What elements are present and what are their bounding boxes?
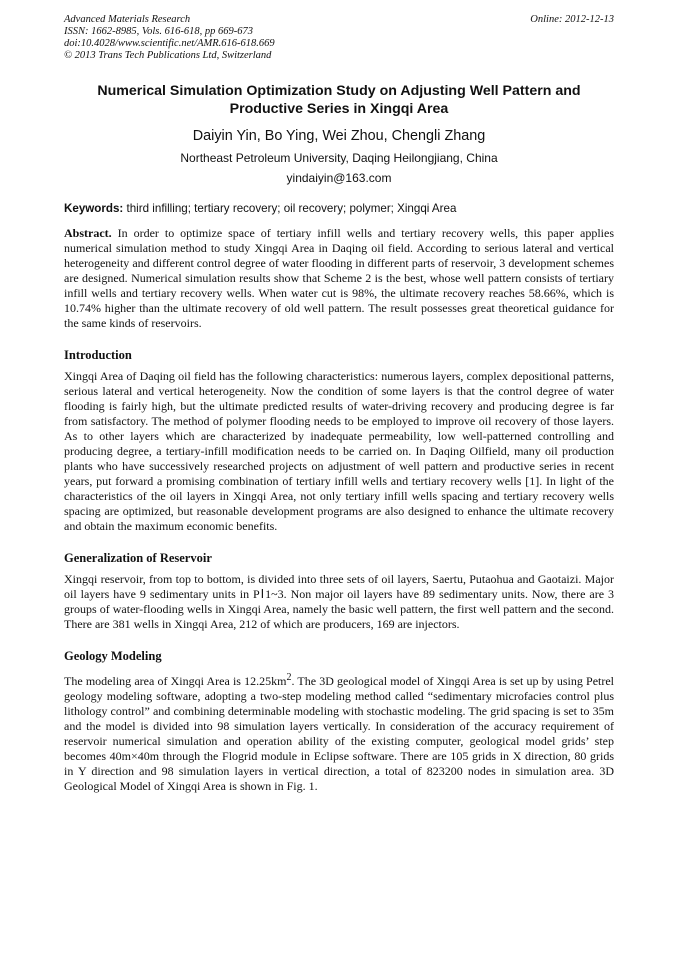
keywords-label: Keywords:	[64, 202, 124, 215]
author-email[interactable]: yindaiyin@163.com	[286, 171, 392, 185]
copyright-line: © 2013 Trans Tech Publications Ltd, Switzerland	[64, 50, 272, 61]
geology-text-pre: The modeling area of Xingqi Area is 12.25km	[64, 674, 287, 688]
issn-line: ISSN: 1662-8985, Vols. 616-618, pp 669-673	[64, 26, 253, 37]
journal-name: Advanced Materials Research	[64, 14, 191, 25]
abstract	[64, 226, 614, 331]
introduction-text: Xingqi Area of Daqing oil field has the following characteristics: numerous layers, complex depositional patterns, serious lateral and vertical heterogeneity. Now the condition of some layers is that the control degree of water flooding is fairly high, but the ultimate predicted results of water-driving recovery and producing degree is far from satisfactory. The method of polymer flooding needs to be employed to improve oil recovery of those layers. As to other layers which are characterized by inadequate permeability, low well-patterned controlling and producing degree, a tertiary-infill modification needs to be carried on. In Daqing Oilfield, many oil production plants who have successively researched projects on adjustment of well pattern and productive series in recent years, put forward a promising combination of tertiary infill wells and tertiary recovery wells [1]. In light of the characteristics of the oil layers in Xingqi Area, not only tertiary infill wells spacing and tertiary recovery wells spacing are optimized, but reasonable development programs are also designed to enhance the ultimate recovery and obtain the maximum economic benefits.	[64, 369, 614, 533]
online-date: Online: 2012-12-13	[530, 14, 614, 25]
journal-header	[64, 14, 614, 62]
geology-superscript: 2	[286, 672, 292, 683]
section-heading-introduction: Introduction	[64, 348, 132, 362]
section-heading-reservoir: Generalization of Reservoir	[64, 551, 212, 565]
affiliation: Northeast Petroleum University, Daqing Heilongjiang, China	[180, 151, 498, 165]
keywords	[64, 201, 614, 216]
paper-title: Numerical Simulation Optimization Study on Adjusting Well Pattern and Productive Series in Xingqi Area	[97, 83, 581, 117]
reservoir-text: Xingqi reservoir, from top to bottom, is divided into three sets of oil layers, Saertu, Putaohua and Gaotaizi. Major oil layers have 9 sedimentary units in PⅠ1~3. Non major oil layers have 89 sedimentary units. Now, there are 3 groups of water-flooding wells in Xingqi Area, namely the basic well pattern, the first well pattern and the second. There are 381 wells in Xingqi Area, 212 of which are producers, 169 are injectors.	[64, 572, 614, 631]
geology-text-post: . The 3D geological model of Xingqi Area is set up by using Petrel geology modeling software, adopting a two-step modeling method called “sedimentary microfacies control plus lithology control” and combining determinable modeling with stochastic modeling. The grid spacing is set to 35m and the model is divided into 98 simulation layers vertically. In consideration of the accuracy requirement of reservoir numerical simulation and operation ability of the existing computer, geological model grids’ step becomes 40m×40m through the Flogrid module in Eclipse software. There are 105 grids in X direction, 80 grids in Y direction and 98 simulation layers in vertical direction, a total of 823200 nodes in simulation area. 3D Geological Model of Xingqi Area is shown in Fig. 1.	[64, 674, 615, 793]
abstract-label: Abstract.	[64, 226, 112, 240]
doi-line: doi:10.4028/www.scientific.net/AMR.616-618.669	[64, 38, 275, 49]
geology-text	[64, 670, 614, 794]
abstract-text: In order to optimize space of tertiary infill wells and tertiary recovery wells, this paper applies numerical simulation method to study Xingqi Area in Daqing oil field. According to serious lateral and vertical heterogeneity and different control degree of water flooding in different parts of reservoir, 3 development schemes are designed. Numerical simulation results show that Scheme 2 is the best, whose well pattern consists of tertiary infill wells and tertiary recovery wells. When water cut is 98%, the ultimate recovery reaches 58.66%, which is 10.74% higher than the ultimate recovery of old well pattern. The result possesses great theoretical guidance for the same kinds of reservoirs.	[64, 226, 614, 330]
section-heading-geology: Geology Modeling	[64, 649, 162, 663]
author-list: Daiyin Yin, Bo Ying, Wei Zhou, Chengli Zhang	[192, 128, 486, 144]
keywords-text: third infilling; tertiary recovery; oil recovery; polymer; Xingqi Area	[126, 202, 457, 215]
